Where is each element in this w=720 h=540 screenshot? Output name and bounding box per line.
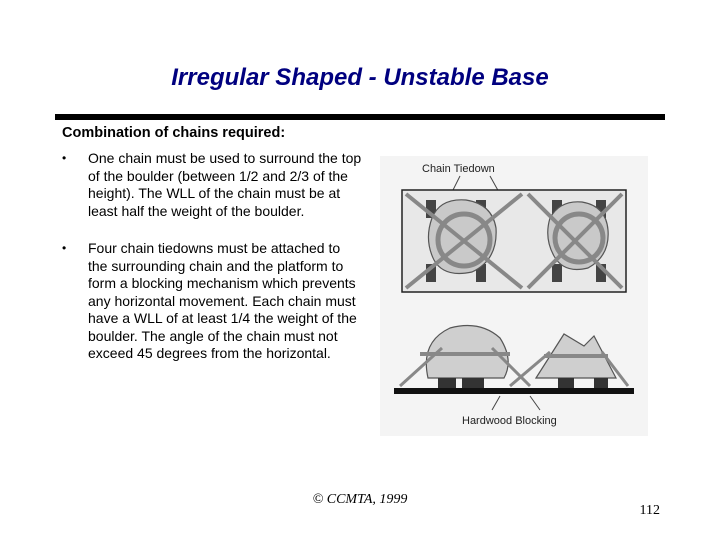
- blocking-block: [438, 378, 456, 388]
- label-leader-line: [530, 396, 540, 410]
- diagram-top-label: Chain Tiedown: [422, 163, 495, 175]
- bullet-icon: •: [62, 241, 67, 255]
- blocking-block: [462, 378, 484, 388]
- copyright-footer: © CCMTA, 1999: [312, 492, 408, 507]
- label-leader-line: [492, 396, 500, 410]
- blocking-block: [552, 264, 562, 282]
- platform-side-view: [394, 388, 634, 394]
- bullet-text: Four chain tiedowns must be attached to the surrounding chain and the platform to form a blocking mechanism which prevents any horizontal movement. Each chain must have a WLL of at least 1/4 the weight of the boulder. The angle of the chain must not exceed 45 degrees from the horizontal.: [88, 240, 357, 361]
- bullet-list: [62, 150, 362, 363]
- section-heading: Combination of chains required:: [62, 125, 286, 141]
- diagram-illustration: [380, 156, 648, 436]
- blocking-block: [558, 378, 574, 388]
- bullet-text: One chain must be used to surround the top of the boulder (between 1/2 and 2/3 of the height). The WLL of the chain must be at least half the weight of the boulder.: [88, 150, 362, 219]
- bullet-icon: •: [62, 151, 67, 165]
- bullet-item: [62, 150, 362, 220]
- page-number: 112: [639, 503, 660, 518]
- title-divider: [55, 114, 665, 120]
- bullet-item: [62, 240, 362, 363]
- diagram-bottom-label: Hardwood Blocking: [462, 415, 557, 427]
- chain-tiedown-diagram: [380, 156, 648, 436]
- slide-title: Irregular Shaped - Unstable Base: [171, 64, 549, 91]
- blocking-block: [594, 378, 608, 388]
